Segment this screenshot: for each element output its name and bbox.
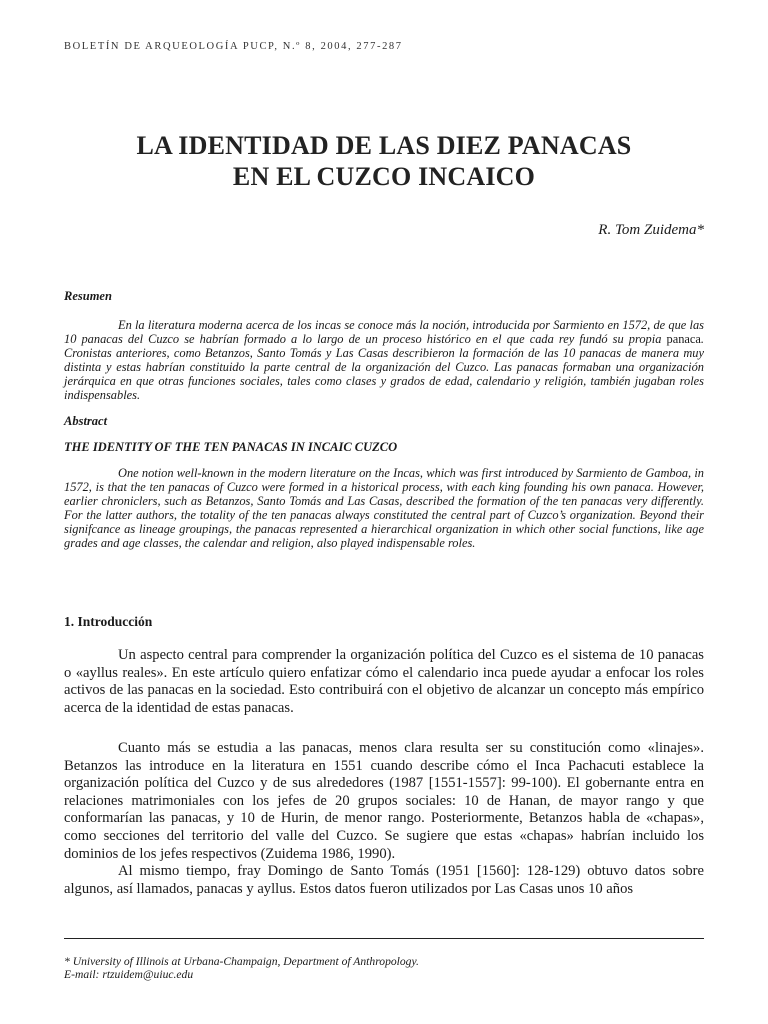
running-head: BOLETÍN DE ARQUEOLOGÍA PUCP, N.º 8, 2004, 277-287 <box>64 41 403 52</box>
resumen-text <box>64 319 704 402</box>
resumen-text-part-1: En la literatura moderna acerca de los incas se conoce más la noción, introducida por Sarmiento en 1572, de que las 10 panacas del Cuzco se habrían formado a lo largo de un proceso histórico en el que cada rey fundó su propia <box>64 318 704 346</box>
section-heading: 1. Introducción <box>64 614 153 629</box>
body-paragraph-2: Cuanto más se estudia a las panacas, menos clara resulta ser su constitución como «linajes». Betanzos las introduce en la literatura en 1551 cuando describe cómo el Inca Pachacuti establece la organización política del Cuzco y de sus alrededores (1987 [1551-1557]: 99-100). El gobernante entra en relaciones matrimoniales con los jefes de 20 grupos sociales: 10 de Hanan, de mayor rango y que conformarían las panacas, y 10 de Hurin, de menor rango. Posteriormente, Betanzos habla de «chapas», como secciones del territorio del valle del Cuzco. Se sugiere que estas «chapas» habrían incluido los dominios de los jefes respectivos (Zuidema 1986, 1990). <box>64 740 704 862</box>
abstract-label: Abstract <box>64 414 108 428</box>
footnote <box>64 955 704 981</box>
title-line-2: EN EL CUZCO INCAICO <box>232 162 536 191</box>
article-title <box>64 130 704 192</box>
footnote-email: E-mail: rtzuidem@uiuc.edu <box>64 968 194 981</box>
title-line-1: LA IDENTIDAD DE LAS DIEZ PANACAS <box>136 131 632 160</box>
resumen-text-part-2: . Cronistas anteriores, como Betanzos, Santo Tomás y Las Casas describieron la formación de las 10 panacas de manera muy distinta y estas habrían constituido la parte central de la organización del Cuzco. Las panacas formaban una organización jerárquica en que otras funciones sociales, tales como clases y grados de edad, calendario y religión, también jugaban roles indispensables. <box>64 331 704 402</box>
footnote-affiliation: * University of Illinois at Urbana-Champaign, Department of Anthropology. <box>64 955 419 968</box>
abstract-title: THE IDENTITY OF THE TEN PANACAS IN INCAIC CUZCO <box>64 440 398 454</box>
footnote-divider <box>64 938 704 939</box>
resumen-panaca-word: panaca <box>666 331 701 346</box>
body-paragraph-3: Al mismo tiempo, fray Domingo de Santo Tomás (1951 [1560]: 128-129) obtuvo datos sobre algunos, así llamados, panacas y ayllus. Estos datos fueron utilizados por Las Casas unos 10 años <box>64 863 704 897</box>
abstract-text: One notion well-known in the modern literature on the Incas, which was first introduced by Sarmiento de Gamboa, in 1572, is that the ten panacas of Cuzco were formed in a historical process, with each king founding his own panaca. However, earlier chroniclers, such as Betanzos, Santo Tomás and Las Casas, described the formation of the ten panacas very differently. For the latter authors, the totality of the ten panacas always constituted the central part of Cuzco’s organization. Beyond their signifcance as lineage groupings, the panacas represented a hierarchical organization in which other social functions, like age grades and age classes, the calendar and religion, also played indispensable roles. <box>64 466 704 550</box>
body-paragraph-1: Un aspecto central para comprender la organización política del Cuzco es el sistema de 10 panacas o «ayllus reales». En este artículo quiero enfatizar cómo el calendario inca puede ayudar a enfocar los roles activos de las panacas en la sociedad. Esto contribuirá con el objetivo de alcanzar un concepto más empírico acerca de la identidad de estas panacas. <box>64 647 704 716</box>
author-name: R. Tom Zuidema* <box>598 222 704 238</box>
resumen-label: Resumen <box>64 289 112 303</box>
